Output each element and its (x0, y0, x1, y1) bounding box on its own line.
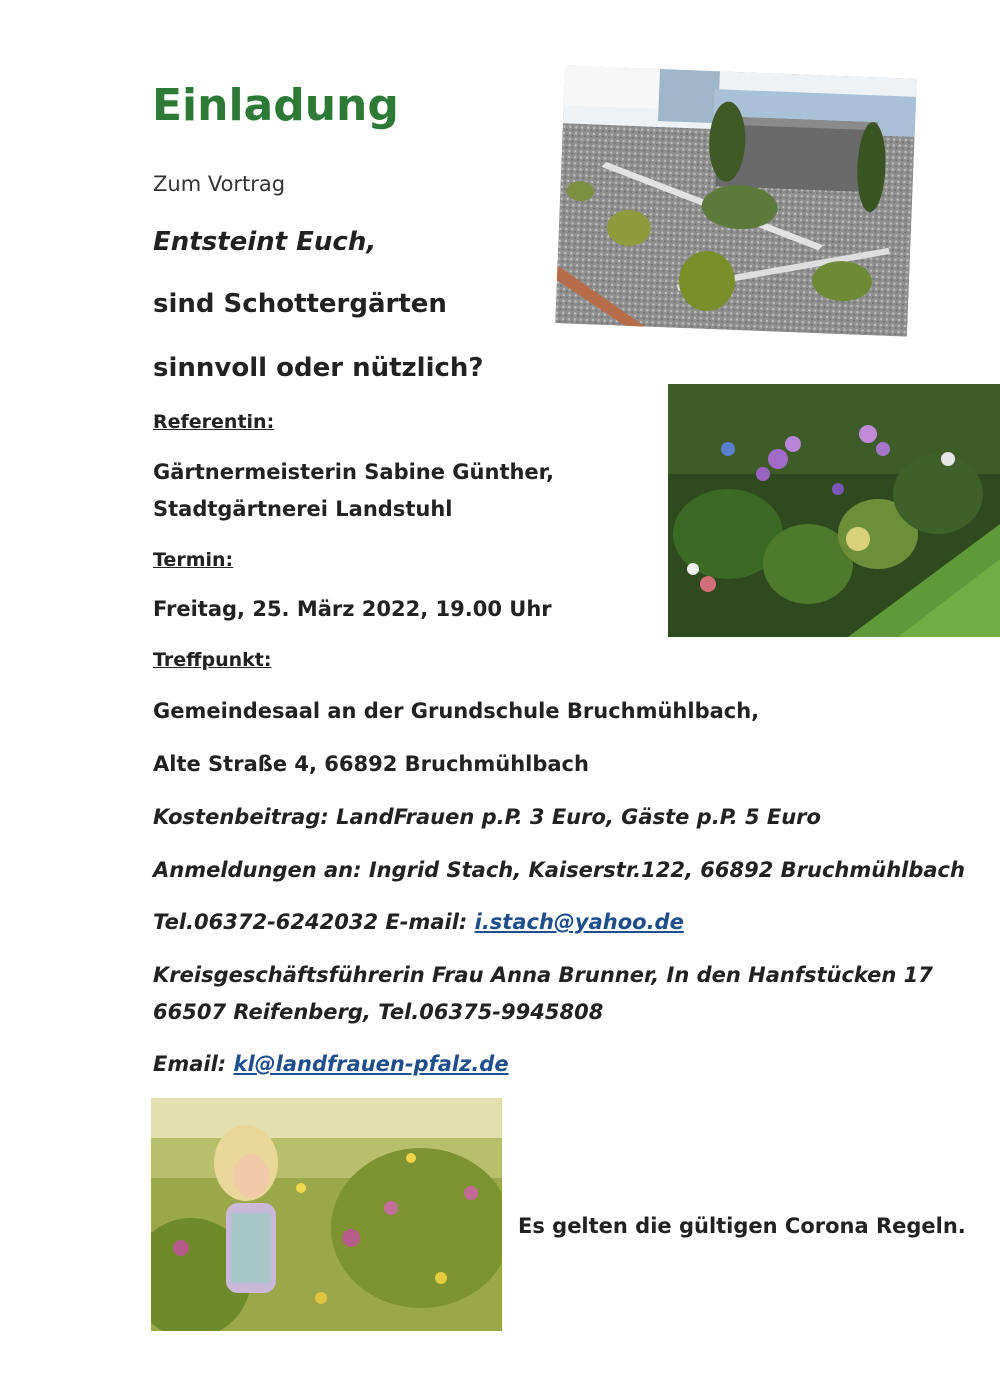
topic-line-1: Entsteint Euch, (153, 227, 377, 257)
contact-line-1 (153, 910, 684, 934)
manager-line-1: Kreisgeschäftsführerin Frau Anna Brunner, In den Hanfstücken 17 (153, 963, 933, 987)
contact-line-2 (153, 1052, 509, 1076)
email-link-stach[interactable]: i.stach@yahoo.de (474, 910, 684, 934)
email-link-landfrauen[interactable]: kl@landfrauen-pfalz.de (233, 1052, 509, 1076)
speaker-line-2: Stadtgärtnerei Landstuhl (153, 497, 453, 521)
email-prefix: Email: (153, 1052, 234, 1076)
flower-garden-photo (668, 384, 1000, 637)
corona-note: Es gelten die gültigen Corona Regeln. (518, 1214, 966, 1238)
topic-line-2: sind Schottergärten (153, 289, 447, 319)
contact-phone-prefix: Tel.06372-6242032 E-mail: (153, 910, 475, 934)
manager-line-2: 66507 Reifenberg, Tel.06375-9945808 (153, 1000, 604, 1024)
fee-text: Kostenbeitrag: LandFrauen p.P. 3 Euro, Gäste p.P. 5 Euro (153, 805, 821, 829)
topic-line-3: sinnvoll oder nützlich? (153, 353, 484, 383)
location-line-2: Alte Straße 4, 66892 Bruchmühlbach (153, 752, 589, 776)
registration-text: Anmeldungen an: Ingrid Stach, Kaiserstr.122, 66892 Bruchmühlbach (153, 858, 965, 882)
gravel-garden-photo (555, 65, 917, 336)
child-meadow-photo (151, 1098, 502, 1331)
page-title: Einladung (152, 80, 399, 131)
location-line-1: Gemeindesaal an der Grundschule Bruchmühlbach, (153, 699, 760, 723)
date-value: Freitag, 25. März 2022, 19.00 Uhr (153, 597, 552, 621)
date-label: Termin: (153, 549, 234, 571)
speaker-line-1: Gärtnermeisterin Sabine Günther, (153, 460, 554, 484)
subtitle: Zum Vortrag (153, 172, 286, 196)
speaker-label: Referentin: (153, 411, 275, 433)
location-label: Treffpunkt: (153, 649, 272, 671)
